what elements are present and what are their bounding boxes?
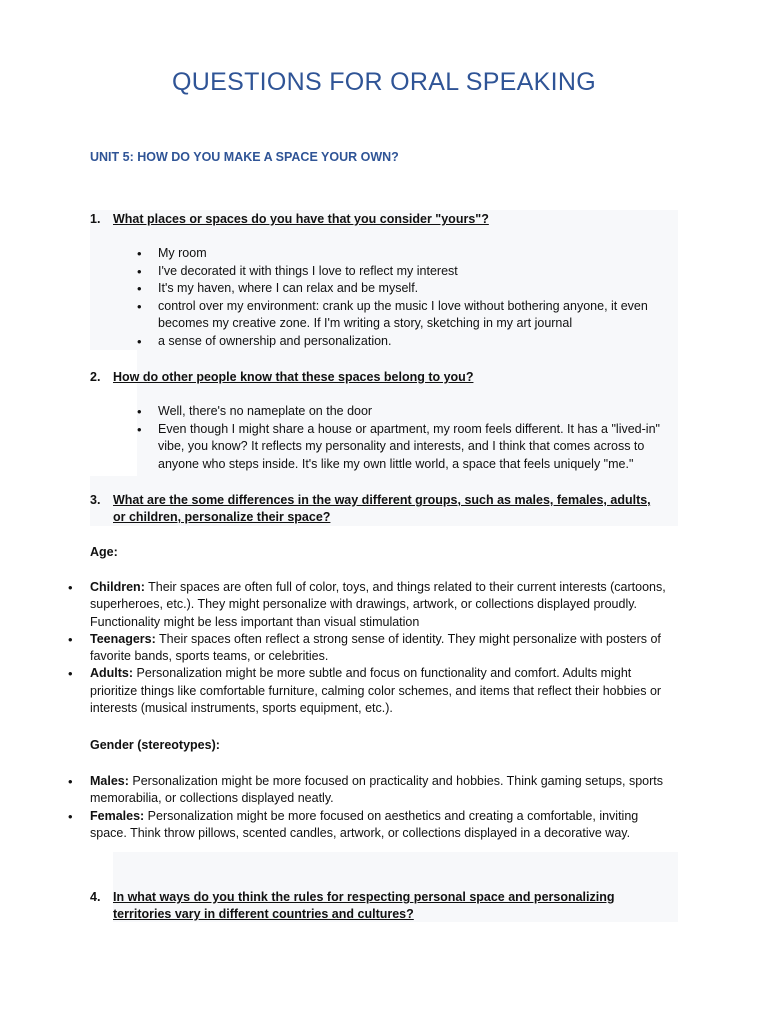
question-number: 3. (90, 493, 101, 507)
list-item: • control over my environment: crank up the music I love without bothering anyone, it even becomes my creative zone. If I'm writing a story, sketching in my art journal (137, 298, 677, 333)
list-item: • My room (137, 245, 677, 263)
unit-heading: UNIT 5: HOW DO YOU MAKE A SPACE YOUR OWN? (90, 150, 399, 164)
list-item (68, 631, 678, 666)
item-label: Males: (90, 774, 129, 788)
item-label: Females: (90, 808, 145, 823)
item-label: Children: (90, 580, 145, 594)
question-1-answers (137, 245, 677, 350)
item-text: Personalization might be more subtle and focus on functionality and comfort. Adults might prioritize things like comfortable furniture, calming color schemes, and items that reflect their hobbies or interests (musical instruments, sports equipment, etc.). (90, 666, 662, 716)
gender-heading: Gender (stereotypes): (90, 738, 220, 752)
list-item: • It's my haven, where I can relax and be myself. (137, 280, 677, 298)
question-number: 4. (90, 890, 101, 904)
list-item: • I've decorated it with things I love to reflect my interest (137, 263, 677, 281)
item-label: Adults: (90, 666, 134, 681)
list-item (68, 808, 678, 843)
question-2-answers (137, 403, 677, 473)
question-text: What are the some differences in the way different groups, such as males, females, adults, or children, personalize their space? (113, 493, 651, 524)
question-1 (90, 211, 660, 228)
item-label: Teenagers: (90, 631, 156, 646)
item-text: Their spaces often reflect a strong sense of identity. They might personalize with posters of favorite bands, sports teams, or celebrities. (90, 631, 661, 664)
list-item (68, 665, 678, 717)
question-3 (90, 492, 660, 526)
list-item (68, 579, 678, 631)
item-text: Personalization might be more focused on aesthetics and creating a comfortable, inviting space. Think throw pillows, scented candles, artwork, or collections displayed in a decorative way. (90, 808, 639, 840)
list-item: • Even though I might share a house or apartment, my room feels different. It has a "lived-in" vibe, you know? It reflects my personality and interests, and I think that comes across to anyone who steps inside. It's like my own little world, a space that feels uniquely "me." (137, 421, 677, 474)
question-text: In what ways do you think the rules for respecting personal space and personalizing territories vary in different countries and cultures? (113, 890, 615, 921)
list-item: • a sense of ownership and personalization. (137, 333, 677, 351)
age-list (68, 579, 678, 717)
question-number: 2. (90, 370, 101, 384)
question-text: What places or spaces do you have that you consider "yours"? (113, 212, 489, 226)
page-title: QUESTIONS FOR ORAL SPEAKING (172, 68, 596, 96)
question-text: How do other people know that these spaces belong to you? (113, 370, 474, 384)
question-2 (90, 369, 660, 386)
question-number: 1. (90, 212, 101, 226)
item-text: Their spaces are often full of color, toys, and things related to their current interests (cartoons, superheroes, etc.). They might personalize with drawings, artwork, or collections displayed proudly. Functionality might be less important than visual stimulation (90, 580, 666, 629)
gender-list (68, 773, 678, 842)
list-item (68, 773, 678, 808)
item-text: Personalization might be more focused on practicality and hobbies. Think gaming setups, sports memorabilia, or collections displayed neatly. (90, 774, 663, 806)
list-item: • Well, there's no nameplate on the door (137, 403, 677, 421)
question-4 (90, 889, 660, 923)
age-heading: Age: (90, 545, 118, 559)
